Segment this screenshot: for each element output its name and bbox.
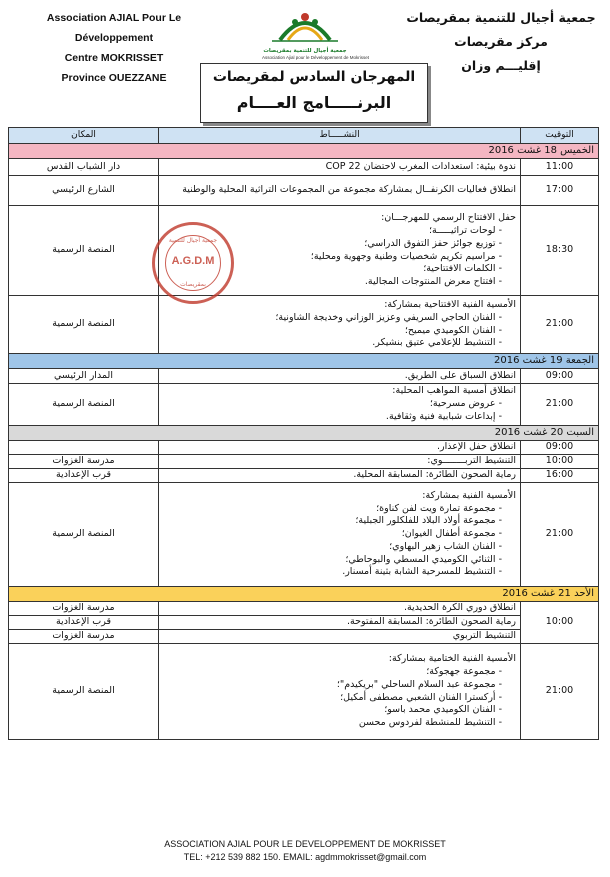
activity-cell: انطلاق السباق على الطريق. (159, 369, 521, 384)
header-right (406, 6, 596, 78)
list-item: - مجموعة أولاد البلاد للفلكلور الجبلية؛ (163, 515, 502, 528)
activity-cell: ندوة بيئية: استعدادات المغرب لاحتضان COP 22 (159, 159, 521, 176)
table-row (9, 616, 599, 630)
table-row (9, 441, 599, 455)
time-cell: 21:00 (521, 483, 599, 587)
list-item: - توزيع جوائز حفز التفوق الدراسي؛ (163, 238, 502, 251)
time-cell: 09:00 (521, 441, 599, 455)
list-item: - عروض مسرحية؛ (163, 398, 502, 411)
list-item: - الفنان الشاب زهير البهاوي؛ (163, 541, 502, 554)
association-name-fr: Association AJIAL Pour Le Développement (46, 12, 182, 44)
time-cell: 21:00 (521, 644, 599, 740)
table-row (9, 176, 599, 206)
place-cell: الشارع الرئيسي (9, 176, 159, 206)
list-item: - التنشيط للإعلامي عتيق بنشيكر. (163, 337, 502, 350)
association-logo (262, 8, 370, 60)
centre-name-fr: Centre MOKRISSET (64, 52, 164, 64)
time-cell: 10:00 (521, 455, 599, 469)
province-name-ar: إقليـــم وزان (461, 58, 541, 73)
activity-cell: التنشيط التربوي (159, 630, 521, 644)
time-cell: 16:00 (521, 469, 599, 483)
activity-cell (159, 644, 521, 740)
activity-cell: انطلاق دوري الكرة الحديدية. (159, 602, 521, 616)
list-item: - الفنان الكوميدي محمد باسو؛ (163, 704, 502, 717)
time-cell: 10:00 (521, 602, 599, 644)
activity-cell: التنشيط التربــــــــوي: (159, 455, 521, 469)
table-row (9, 159, 599, 176)
place-cell: المدار الرئيسي (9, 369, 159, 384)
stamp-text-bottom: بمقريصات (180, 281, 206, 288)
program-table (8, 127, 599, 740)
list-item: - مجموعة تمارة ويت لفن كناوة؛ (163, 503, 502, 516)
logo-subcaption: Association Ajial pour le Développement de Mokrisset (262, 55, 370, 60)
activity-intro: الأمسية الفنية الافتتاحية بمشاركة: (384, 298, 516, 310)
list-item: - الفنان الحاجي السريفي وعزيز الوزاني وخديجة الشاونية؛ (163, 312, 502, 325)
activity-intro: انطلاق أمسية المواهب المحلية: (392, 385, 516, 397)
col-header-time: التوقيت (521, 128, 599, 144)
activity-cell: رماية الصحون الطائرة: المسابقة المحلية. (159, 469, 521, 483)
footer-association: ASSOCIATION AJIAL POUR LE DEVELOPPEMENT DE MOKRISSET (164, 839, 446, 849)
place-cell: قرب الإعدادية (9, 469, 159, 483)
place-cell: المنصة الرسمية (9, 206, 159, 296)
activity-cell (159, 296, 521, 354)
activity-cell: رماية الصحون الطائرة: المسابقة المفتوحة. (159, 616, 521, 630)
list-item: - مجموعة جهجوكة؛ (163, 666, 502, 679)
association-stamp (152, 222, 234, 304)
col-header-place: المكان (9, 128, 159, 144)
table-row (9, 469, 599, 483)
activity-intro: الأمسية الفنية الختامية بمشاركة: (388, 653, 516, 665)
activity-cell (159, 483, 521, 587)
table-row (9, 630, 599, 644)
day-label: السبت 20 غشت 2016 (9, 426, 599, 441)
list-item: - مجموعة أطفال الغيوان؛ (163, 528, 502, 541)
table-header-row (9, 128, 599, 144)
place-cell: المنصة الرسمية (9, 644, 159, 740)
activity-list (163, 398, 516, 424)
place-cell: مدرسة الغزوات (9, 630, 159, 644)
activity-intro: حفل الافتتاح الرسمي للمهرجـــان: (381, 212, 516, 224)
place-cell: دار الشباب القدس (9, 159, 159, 176)
table-row (9, 455, 599, 469)
table-row (9, 296, 599, 354)
stamp-text-top: جمعية أجيال للتنمية (168, 237, 218, 244)
activity-intro: الأمسية الفنية بمشاركة: (422, 489, 516, 501)
time-cell: 17:00 (521, 176, 599, 206)
list-item: - لوحات تراثيـــــة؛ (163, 225, 502, 238)
day-row-saturday (9, 426, 599, 441)
time-cell: 21:00 (521, 296, 599, 354)
day-row-thursday (9, 144, 599, 159)
list-item: - الكلمات الافتتاحية؛ (163, 263, 502, 276)
activity-list (163, 312, 516, 350)
header-left (14, 8, 214, 88)
day-label: الأحد 21 غشت 2016 (9, 587, 599, 602)
activity-cell: انطلاق حفل الإعذار. (159, 441, 521, 455)
table-row (9, 369, 599, 384)
day-label: الخميس 18 غشت 2016 (9, 144, 599, 159)
day-row-sunday (9, 587, 599, 602)
title-box (200, 63, 428, 123)
place-cell: المنصة الرسمية (9, 483, 159, 587)
table-row (9, 602, 599, 616)
day-row-friday (9, 354, 599, 369)
table-row (9, 483, 599, 587)
activity-cell (159, 384, 521, 426)
table-row (9, 384, 599, 426)
list-item: - إبداعات شبابية فنية وثقافية. (163, 411, 502, 424)
program-title: البرنـــــامج العــــام (236, 93, 392, 112)
place-cell: مدرسة الغزوات (9, 602, 159, 616)
table-row (9, 206, 599, 296)
list-item: - مراسيم تكريم شخصيات وطنية وجهوية ومحلية؛ (163, 251, 502, 264)
day-label: الجمعة 19 غشت 2016 (9, 354, 599, 369)
list-item: - التنشيط للمنشطة لفردوس محسن (163, 717, 502, 730)
list-item: - التنشيط للمسرحية الشابة بثينة أمسنار. (163, 566, 502, 579)
list-item: - مجموعة عبد السلام الساحلي "بريكيدم"؛ (163, 679, 502, 692)
association-name-ar: جمعية أجيال للتنمية بمقريصات (406, 10, 596, 25)
centre-name-ar: مركز مقريصات (454, 34, 548, 49)
logo-emblem-icon (262, 8, 348, 44)
table-row (9, 644, 599, 740)
place-cell: قرب الإعدادية (9, 616, 159, 630)
time-cell: 11:00 (521, 159, 599, 176)
activity-cell: انطلاق فعاليات الكرنفــال بمشاركة مجموعة من المجموعات التراثية المحلية والوطنية (159, 176, 521, 206)
place-cell: المنصة الرسمية (9, 296, 159, 354)
time-cell: 21:00 (521, 384, 599, 426)
logo-caption: جمعية أجيال للتنمية بمقريصات (263, 48, 347, 54)
footer (0, 838, 610, 864)
activity-list (163, 503, 516, 580)
stamp-code: A.G.D.M (171, 255, 215, 267)
festival-title: المهرجان السادس لمقريصات (212, 69, 416, 85)
list-item: - الثنائي الكوميدي المسطي والبوحاطي؛ (163, 554, 502, 567)
list-item: - افتتاح معرض المنتوجات المجالية. (163, 276, 502, 289)
place-cell: المنصة الرسمية (9, 384, 159, 426)
list-item: - أركسترا الفنان الشعبي مصطفى أمكيل؛ (163, 692, 502, 705)
footer-contact: TEL: +212 539 882 150. EMAIL: agdmmokrisset@gmail.com (183, 852, 427, 862)
time-cell: 09:00 (521, 369, 599, 384)
col-header-activity: النشـــــاط (159, 128, 521, 144)
time-cell: 18:30 (521, 206, 599, 296)
activity-list (163, 666, 516, 730)
place-cell: مدرسة الغزوات (9, 455, 159, 469)
list-item: - الفنان الكوميدي ميميح؛ (163, 325, 502, 338)
province-name-fr: Province OUEZZANE (61, 72, 167, 84)
place-cell (9, 441, 159, 455)
